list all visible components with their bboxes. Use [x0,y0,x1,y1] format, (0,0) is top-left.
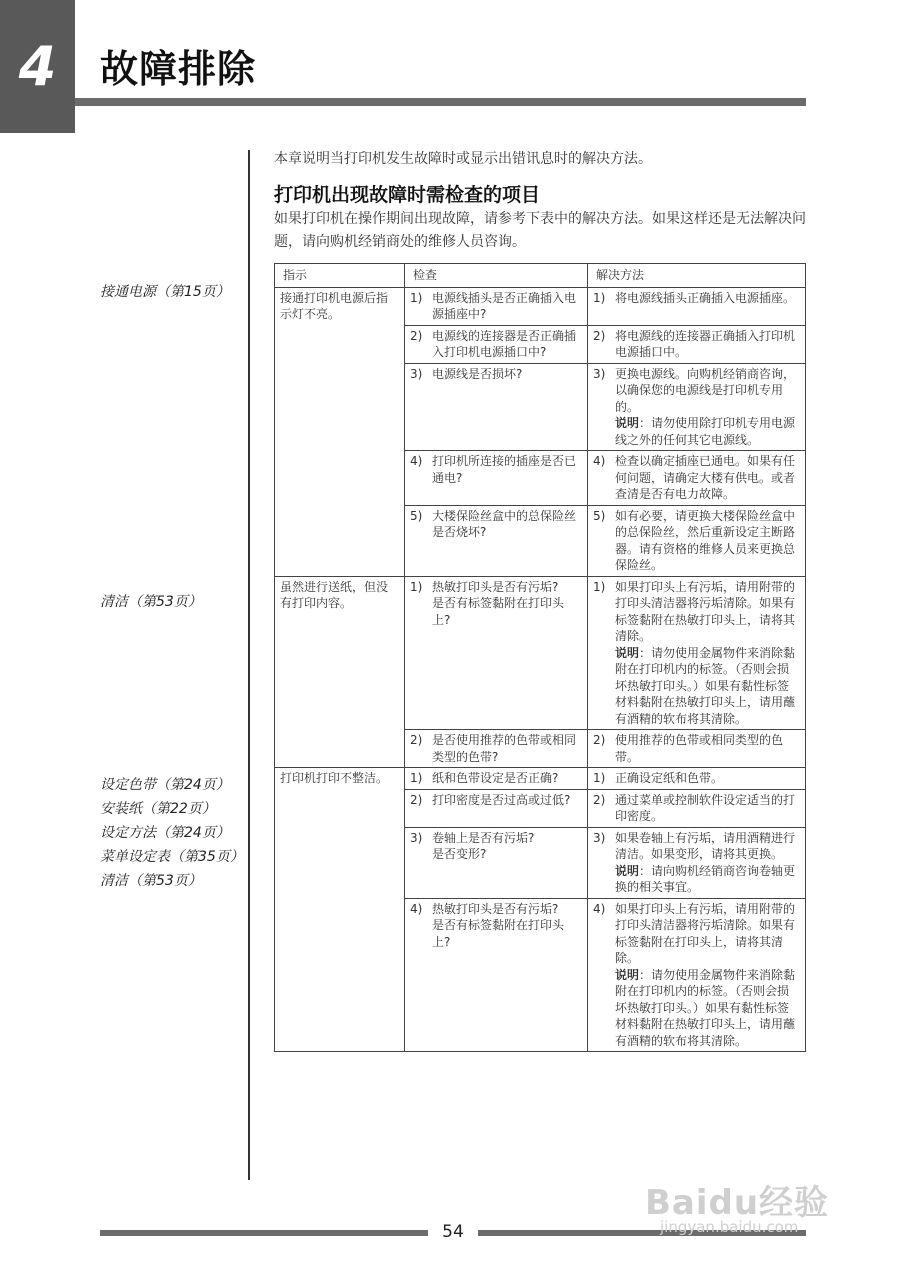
margin-reference[interactable]: 清洁（第53页） [100,594,202,610]
solution-cell: 4) 检查以确定插座已通电。如果有任何问题，请确定大楼有供电。或者查清是否有电力故障。 [588,451,806,506]
watermark-url: jingyan.baidu.com [660,1218,799,1236]
solution-cell: 4) 如果打印头上有污垢，请用附带的打印头清洁器将污垢清除。如果有标签黏附在打印头上，请将其清除。 说明：请勿使用金属物件来消除黏附在打印机内的标签。（否则会损坏热敏打印头。）如果有黏性标签材料黏附在热敏打印头上，请用蘸有酒精的软布将其清除。 [588,898,806,1052]
chapter-intro: 本章说明当打印机发生故障时或显示出错讯息时的解决方法。 [274,151,652,167]
check-cell: 1) 纸和色带设定是否正确? [405,768,588,790]
margin-reference[interactable]: 设定色带（第24页） [100,777,230,793]
check-cell: 3) 卷轴上是否有污垢? 是否变形? [405,827,588,898]
table-row [275,576,806,730]
check-cell: 1) 热敏打印头是否有污垢? 是否有标签黏附在打印头上? [405,576,588,730]
check-cell: 5) 大楼保险丝盒中的总保险丝是否烧坏? [405,505,588,576]
note-label: 说明 [615,416,640,430]
solution-cell: 3) 更换电源线。向购机经销商咨询，以确保您的电源线是打印机专用的。 说明：请勿使用除打印机专用电源线之外的任何其它电源线。 [588,363,806,451]
check-cell: 3) 电源线是否损坏? [405,363,588,451]
solution-cell: 2) 通过菜单或控制软件设定适当的打印密度。 [588,789,806,827]
indication-cell: 虽然进行送纸，但没有打印内容。 [275,576,405,768]
check-cell: 1) 电源线插头是否正确插入电源插座中? [405,287,588,325]
troubleshooting-table [274,263,806,1052]
watermark-logo: Baidu经验 [645,1183,830,1223]
note-label: 说明 [615,863,640,878]
title-rule [75,98,806,106]
check-cell: 2) 是否使用推荐的色带或相同类型的色带? [405,730,588,768]
section-title: 打印机出现故障时需检查的项目 [274,184,541,206]
header-solution: 解决方法 [588,264,806,288]
note-label: 说明 [615,645,640,660]
note-label: 说明 [615,967,640,982]
chapter-title: 故障排除 [100,47,257,91]
table-row [275,287,806,325]
chapter-number: 4 [0,0,75,133]
check-cell: 4) 打印机所连接的插座是否已通电? [405,451,588,506]
section-description: 如果打印机在操作期间出现故障，请参考下表中的解决方法。如果这样还是无法解决问题，请向购机经销商处的维修人员咨询。 [274,211,806,250]
margin-reference[interactable]: 安装纸（第22页） [100,801,216,817]
check-cell: 2) 打印密度是否过高或过低? [405,789,588,827]
indication-cell: 接通打印机电源后指示灯不亮。 [275,287,405,576]
solution-cell: 1) 正确设定纸和色带。 [588,768,806,790]
margin-divider [248,150,250,1180]
check-cell: 2) 电源线的连接器是否正确插入打印机电源插口中? [405,325,588,363]
margin-reference-group-2 [100,590,245,614]
margin-reference[interactable]: 设定方法（第24页） [100,825,230,841]
solution-cell: 2) 将电源线的连接器正确插入打印机电源插口中。 [588,325,806,363]
header-check: 检查 [405,264,588,288]
indication-cell: 打印机打印不整洁。 [275,768,405,1052]
page-number: 54 [442,1222,464,1242]
solution-cell: 1) 如果打印头上有污垢，请用附带的打印头清洁器将污垢清除。如果有标签黏附在热敏打印头上，请将其清除。 说明：请勿使用金属物件来消除黏附在打印机内的标签。（否则会损坏热敏打印头。）如果有黏性标签材料黏附在热敏打印头上，请用蘸有酒精的软布将其清除。 [588,576,806,730]
solution-cell: 2) 使用推荐的色带或相同类型的色带。 [588,730,806,768]
margin-reference[interactable]: 菜单设定表（第35页） [100,849,244,865]
table-row [275,768,806,790]
margin-reference-group-3 [100,773,245,893]
footer-rule-left [100,1230,428,1236]
table-header-row [275,264,806,288]
solution-cell: 5) 如有必要，请更换大楼保险丝盒中的总保险丝，然后重新设定主断路器。请有资格的维修人员来更换总保险丝。 [588,505,806,576]
margin-reference[interactable]: 清洁（第53页） [100,873,202,889]
header-indication: 指示 [275,264,405,288]
solution-cell: 3) 如果卷轴上有污垢，请用酒精进行清洁。如果变形，请将其更换。 说明：请向购机经销商咨询卷轴更换的相关事宜。 [588,827,806,898]
solution-cell: 1) 将电源线插头正确插入电源插座。 [588,287,806,325]
margin-reference-group-1 [100,280,245,304]
check-cell: 4) 热敏打印头是否有污垢? 是否有标签黏附在打印头上? [405,898,588,1052]
margin-reference[interactable]: 接通电源（第15页） [100,284,230,300]
